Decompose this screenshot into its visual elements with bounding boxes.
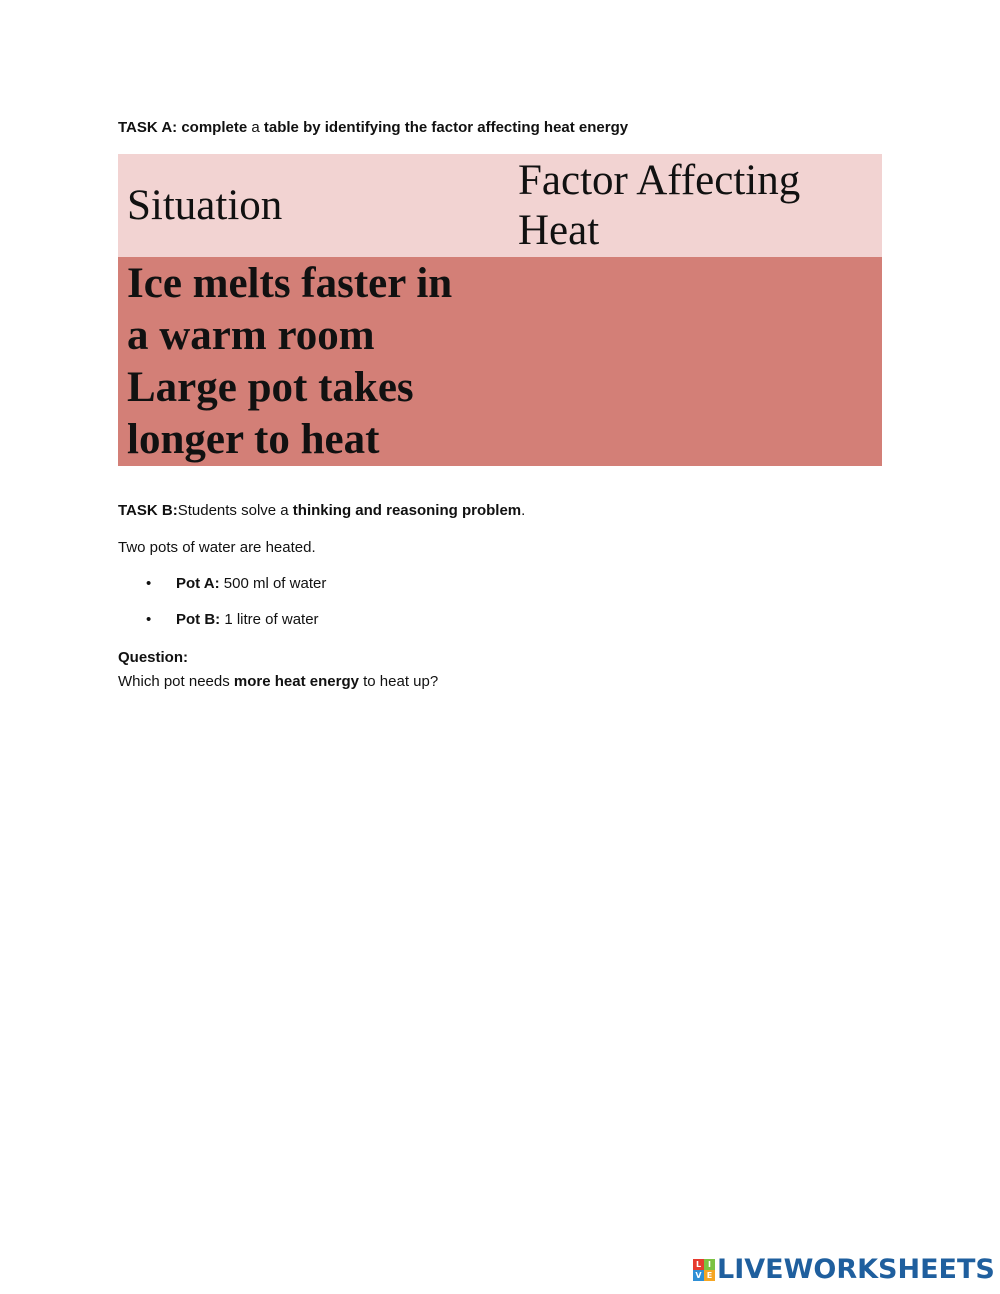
liveworksheets-brand <box>693 1255 995 1285</box>
pot-list <box>118 573 326 645</box>
situation-line: a warm room <box>127 312 375 359</box>
pot-label: Pot A: <box>176 575 220 592</box>
header-situation: Situation <box>127 181 283 229</box>
question-text-after: to heat up? <box>358 673 439 690</box>
logo-tile: I <box>704 1259 715 1270</box>
task-b-label: TASK B: <box>118 502 178 519</box>
list-item <box>118 573 326 595</box>
situation-line: Ice melts faster in <box>127 260 453 307</box>
task-b-text-before: Students solve a <box>177 502 293 519</box>
brand-name: LIVEWORKSHEETS <box>717 1254 995 1285</box>
bullet-icon: • <box>146 611 152 628</box>
liveworksheets-logo-icon <box>693 1259 715 1281</box>
factor-answer-cell[interactable] <box>509 257 882 466</box>
task-b-instruction <box>118 500 525 522</box>
question-text-before: Which pot needs <box>118 673 234 690</box>
problem-intro: Two pots of water are heated. <box>118 539 316 556</box>
task-a-rest: table by identifying the factor affecting heat energy <box>263 119 629 136</box>
task-a-label: TASK A: <box>118 119 178 136</box>
factor-table <box>118 154 882 466</box>
situation-cell <box>118 257 509 466</box>
question-text <box>118 671 438 693</box>
list-item <box>118 609 326 631</box>
situation-line: Large pot takes <box>127 364 414 411</box>
table-header-row <box>118 154 882 257</box>
question-label: Question: <box>118 649 188 666</box>
header-factor: Factor Affecting Heat <box>518 156 801 254</box>
logo-tile: E <box>704 1270 715 1281</box>
task-b-emphasis: thinking and reasoning problem <box>292 502 522 519</box>
table-row <box>118 257 882 466</box>
pot-text: 1 litre of water <box>220 611 319 628</box>
task-a-word-complete: complete <box>181 119 248 136</box>
situation-line: longer to heat <box>127 416 380 463</box>
bullet-icon: • <box>146 575 152 592</box>
logo-tile: L <box>693 1259 704 1270</box>
task-a-instruction <box>118 118 628 138</box>
task-b-text-after: . <box>521 502 526 519</box>
pot-label: Pot B: <box>176 611 221 628</box>
logo-tile: V <box>693 1270 704 1281</box>
pot-text: 500 ml of water <box>219 575 327 592</box>
question-emphasis: more heat energy <box>233 673 359 690</box>
task-a-word-a: a <box>251 119 260 136</box>
